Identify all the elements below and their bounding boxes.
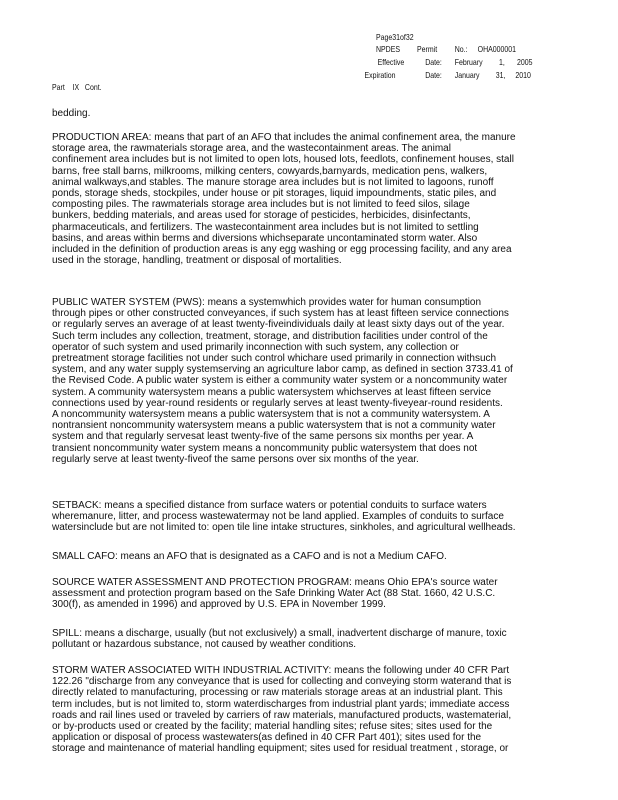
- text-line: composting piles. The rawmaterials storage area includes but is not limited to feed silos, silage: [52, 199, 470, 211]
- effective-date-label: Date:: [425, 57, 442, 67]
- text-line: pretreatment storage facilities not under such control whichare used primarily in connection withsuch: [52, 353, 497, 365]
- paragraph-source-water: [52, 577, 572, 611]
- text-line: operator of such system and used primarily inconnection with such system, any collection or: [52, 341, 459, 353]
- text-line: included in the definition of production areas is any egg washing or egg processing facility, and any area: [52, 244, 512, 256]
- text-line: pollutant or hazardous substance, not caused by weather conditions.: [52, 639, 357, 651]
- text-line: used in the storage, handling, treatment or disposal of mortalities.: [52, 255, 342, 267]
- effective-day: 1,: [499, 57, 505, 67]
- text-line: 300(f), as amended in 1996) and approved by U.S. EPA in November 1999.: [52, 599, 386, 611]
- text-line: SMALL CAFO: means an AFO that is designated as a CAFO and is not a Medium CAFO.: [52, 551, 447, 562]
- text-line: ponds, storage sheds, stockpiles, under house or pit storages, liquid impoundments, static piles, and: [52, 188, 497, 200]
- permit-number: OHA000001: [477, 44, 517, 54]
- text-line: STORM WATER ASSOCIATED WITH INDUSTRIAL ACTIVITY: means the following under 40 CFR Part: [52, 665, 510, 676]
- text-line: system and that regularly servesat least twenty-five of the same persons six months per year. A: [52, 431, 474, 443]
- text-line: connections used by year-round residents or regularly serves at least twenty-fiveyear-round residents.: [52, 397, 503, 409]
- page-number: Page31of32: [376, 32, 414, 42]
- expiration-day: 31,: [495, 70, 506, 80]
- text-line: 122.26 "discharge from any conveyance that is used for collecting and conveying storm waterand that is: [52, 676, 512, 688]
- text-line: assessment and protection program based on the Safe Drinking Water Act (88 Stat. 1660, 42 U.S.C.: [52, 588, 496, 600]
- paragraph-setback: [52, 500, 572, 534]
- text-line: bedding.: [52, 108, 91, 119]
- text-line: pharmaceuticals, and fertilizers. The wastecontainment area includes but is not limited to settling: [52, 221, 479, 233]
- paragraph-storm-water: [52, 665, 572, 755]
- text-line: or by-products used or created by the facility; material handling sites; refuse sites; sites used for the: [52, 721, 493, 733]
- paragraph-small-cafo: [52, 551, 572, 562]
- text-line: confinement area includes but is not limited to open lots, housed lots, feedlots, confinement houses, stall: [52, 154, 514, 166]
- expiration-date-label: Date:: [425, 70, 442, 80]
- text-line: storage and maintenance of material handling equipment; sites used for residual treatment , storage, or: [52, 743, 509, 755]
- text-line: watersinclude but are not limited to: open tile line intake structures, sinkholes, and agricultural wellheads.: [52, 522, 516, 534]
- permit-header: [364, 32, 540, 82]
- text-line: directly related to manufacturing, processing or raw materials storage areas at an industrial plant. This: [52, 687, 503, 699]
- text-line: barns, free stall barns, milkrooms, milking centers, cowyards,barnyards, medication pens, walkers,: [52, 165, 488, 177]
- text-line: storage area, the rawmaterials storage area, and the wastecontainment areas. The animal: [52, 143, 451, 155]
- text-line: PRODUCTION AREA: means that part of an AFO that includes the animal confinement area, the manure: [52, 132, 516, 143]
- text-line: SETBACK: means a specified distance from surface waters or potential conduits to surface waters: [52, 500, 487, 511]
- expiration-month: January: [454, 70, 480, 80]
- text-line: system, and any water supply systemserving an agriculture labor camp, as defined in section 3733.41 of: [52, 364, 513, 376]
- expiration-label: Expiration: [364, 70, 396, 80]
- no-label: No.:: [454, 44, 468, 54]
- text-line: roads and rail lines used or traveled by carriers of raw materials, manufactured products, wastematerial,: [52, 709, 512, 721]
- text-line: or regularly serves an average of at least twenty-fiveindividuals daily at least sixty days out of the year.: [52, 319, 505, 331]
- text-line: system. A community watersystem means a public watersystem whichserves at least fifteen service: [52, 386, 492, 398]
- expiration-year: 2010: [515, 70, 531, 80]
- text-line: PUBLIC WATER SYSTEM (PWS): means a systemwhich provides water for human consumption: [52, 297, 482, 308]
- effective-label: Effective: [377, 57, 405, 67]
- npdes-label: NPDES: [376, 44, 401, 54]
- paragraph-production-area: [52, 132, 572, 266]
- text-line: application or disposal of process wastewaters(as defined in 40 CFR Part 401); sites used for the: [52, 732, 482, 744]
- text-line: A noncommunity watersystem means a public watersystem that is not a community watersystem. A: [52, 409, 490, 421]
- text-line: through pipes or other constructed conveyances, if such system has at least fifteen service connections: [52, 308, 509, 320]
- text-line: transient noncommunity water system means a noncommunity public watersystem that does not: [52, 442, 478, 454]
- paragraph-public-water-system: [52, 297, 572, 465]
- text-line: basins, and areas within berms and diversions whichseparate uncontaminated storm water. Also: [52, 232, 478, 244]
- text-line: SOURCE WATER ASSESSMENT AND PROTECTION PROGRAM: means Ohio EPA's source water: [52, 577, 498, 588]
- effective-month: February: [454, 57, 483, 67]
- text-line: SPILL: means a discharge, usually (but not exclusively) a small, inadvertent discharge of manure, toxic: [52, 628, 507, 639]
- text-line: Such term includes any collection, treatment, storage, and distribution facilities under control of the: [52, 330, 488, 342]
- paragraph-spill: [52, 628, 572, 650]
- text-line: regularly serve at least twenty-fiveof the same persons over six months of the year.: [52, 453, 419, 465]
- text-line: the Revised Code. A public water system is either a community water system or a noncommunity water: [52, 375, 508, 387]
- effective-year: 2005: [517, 57, 533, 67]
- paragraph-bedding: [52, 108, 572, 119]
- text-line: animal walkways,and stables. The manure storage area includes but is not limited to lagoons, runoff: [52, 176, 494, 188]
- text-line: term includes, but is not limited to, storm waterdischarges from industrial plant yards; immediate access: [52, 698, 510, 710]
- text-line: wheremanure, litter, and process wastewatermay not be land applied. Examples of conduits to surface: [52, 511, 504, 523]
- permit-label: Permit: [417, 44, 438, 54]
- text-line: bunkers, bedding materials, and areas used for storage of pesticides, herbicides, disinfectants,: [52, 210, 471, 222]
- text-line: nontransient noncommunity watersystem means a public watersystem that is not a community water: [52, 420, 496, 432]
- part-label: Part IX Cont.: [52, 82, 102, 92]
